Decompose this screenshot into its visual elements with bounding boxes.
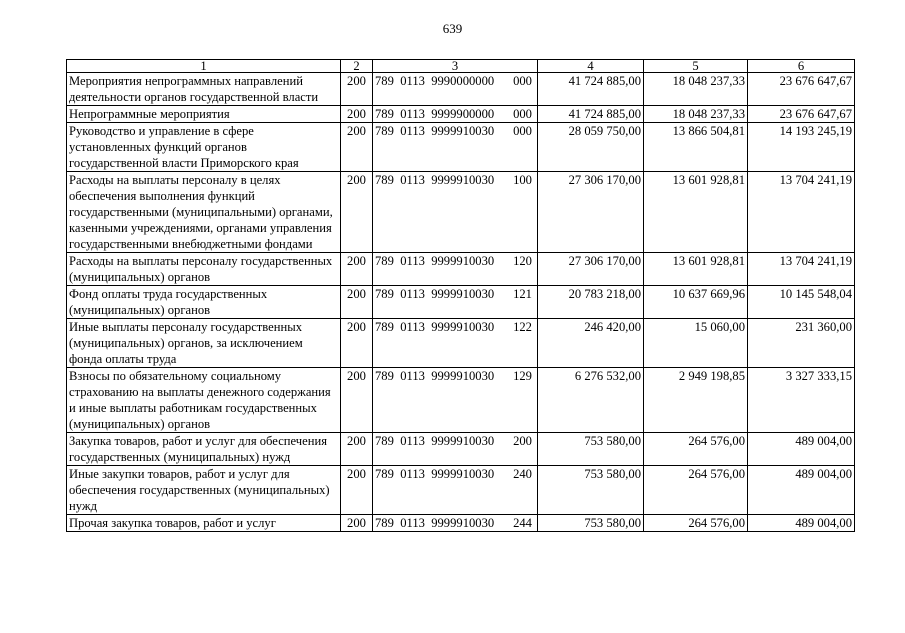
table-row [67, 515, 855, 532]
budget-table-body [67, 60, 855, 532]
row-admin-cell: 200 [341, 106, 373, 123]
table-row [67, 253, 855, 286]
header-cell-2: 2 [341, 60, 373, 73]
row-admin-cell: 200 [341, 368, 373, 433]
row-amount-plan-cell: 753 580,00 [538, 515, 644, 532]
row-amount-executed-cell: 15 060,00 [644, 319, 748, 368]
row-amount-executed-cell: 2 949 198,85 [644, 368, 748, 433]
row-code-cell: 789 0113 9999910030 100 [373, 172, 538, 253]
row-amount-remaining-cell: 23 676 647,67 [748, 73, 855, 106]
row-amount-remaining-cell: 489 004,00 [748, 515, 855, 532]
row-admin-cell: 200 [341, 123, 373, 172]
page-number: 639 [442, 21, 463, 36]
row-amount-executed-cell: 18 048 237,33 [644, 73, 748, 106]
row-amount-plan-cell: 27 306 170,00 [538, 253, 644, 286]
row-name-cell: Иные закупки товаров, работ и услуг для обеспечения государственных (муниципальных) нужд [67, 466, 341, 515]
header-cell-4: 4 [538, 60, 644, 73]
table-row [67, 319, 855, 368]
row-code-cell: 789 0113 9999910030 121 [373, 286, 538, 319]
header-cell-5: 5 [644, 60, 748, 73]
row-name-cell: Фонд оплаты труда государственных (муниципальных) органов [67, 286, 341, 319]
row-admin-cell: 200 [341, 286, 373, 319]
row-code-cell: 789 0113 9999910030 120 [373, 253, 538, 286]
row-amount-executed-cell: 18 048 237,33 [644, 106, 748, 123]
row-amount-remaining-cell: 13 704 241,19 [748, 172, 855, 253]
row-amount-executed-cell: 264 576,00 [644, 433, 748, 466]
row-amount-executed-cell: 13 601 928,81 [644, 253, 748, 286]
row-admin-cell: 200 [341, 319, 373, 368]
row-amount-remaining-cell: 231 360,00 [748, 319, 855, 368]
row-amount-executed-cell: 13 866 504,81 [644, 123, 748, 172]
row-amount-plan-cell: 41 724 885,00 [538, 106, 644, 123]
row-amount-executed-cell: 264 576,00 [644, 515, 748, 532]
row-amount-plan-cell: 753 580,00 [538, 433, 644, 466]
row-amount-remaining-cell: 14 193 245,19 [748, 123, 855, 172]
table-row [67, 433, 855, 466]
row-code-cell: 789 0113 9999910030 122 [373, 319, 538, 368]
row-code-cell: 789 0113 9999910030 200 [373, 433, 538, 466]
row-name-cell: Руководство и управление в сфере установленных функций органов государственной власти Приморского края [67, 123, 341, 172]
row-amount-executed-cell: 264 576,00 [644, 466, 748, 515]
row-amount-plan-cell: 6 276 532,00 [538, 368, 644, 433]
header-cell-6: 6 [748, 60, 855, 73]
row-name-cell: Иные выплаты персоналу государственных (муниципальных) органов, за исключением фонда оплаты труда [67, 319, 341, 368]
row-name-cell: Прочая закупка товаров, работ и услуг [67, 515, 341, 532]
header-cell-1: 1 [67, 60, 341, 73]
row-amount-plan-cell: 753 580,00 [538, 466, 644, 515]
row-admin-cell: 200 [341, 73, 373, 106]
row-name-cell: Взносы по обязательному социальному страхованию на выплаты денежного содержания и иные выплаты работникам государственных (муниципальных) органов [67, 368, 341, 433]
table-row [67, 172, 855, 253]
row-amount-plan-cell: 27 306 170,00 [538, 172, 644, 253]
row-code-cell: 789 0113 9990000000 000 [373, 73, 538, 106]
row-amount-remaining-cell: 489 004,00 [748, 466, 855, 515]
header-cell-3: 3 [373, 60, 538, 73]
table-row [67, 73, 855, 106]
row-code-cell: 789 0113 9999910030 000 [373, 123, 538, 172]
row-amount-remaining-cell: 3 327 333,15 [748, 368, 855, 433]
row-amount-plan-cell: 41 724 885,00 [538, 73, 644, 106]
row-amount-remaining-cell: 489 004,00 [748, 433, 855, 466]
row-name-cell: Расходы на выплаты персоналу государственных (муниципальных) органов [67, 253, 341, 286]
row-name-cell: Закупка товаров, работ и услуг для обеспечения государственных (муниципальных) нужд [67, 433, 341, 466]
row-code-cell: 789 0113 9999910030 240 [373, 466, 538, 515]
row-admin-cell: 200 [341, 466, 373, 515]
table-row [67, 466, 855, 515]
row-name-cell: Расходы на выплаты персоналу в целях обеспечения выполнения функций государственными (муниципальными) органами, казенными учреждениями, органами управления государственными внебюджетными фондами [67, 172, 341, 253]
table-row [67, 123, 855, 172]
row-admin-cell: 200 [341, 433, 373, 466]
row-admin-cell: 200 [341, 253, 373, 286]
row-amount-remaining-cell: 13 704 241,19 [748, 253, 855, 286]
row-amount-executed-cell: 13 601 928,81 [644, 172, 748, 253]
row-admin-cell: 200 [341, 515, 373, 532]
table-row [67, 106, 855, 123]
budget-table [66, 59, 855, 532]
row-code-cell: 789 0113 9999910030 129 [373, 368, 538, 433]
row-amount-plan-cell: 20 783 218,00 [538, 286, 644, 319]
row-name-cell: Мероприятия непрограммных направлений деятельности органов государственной власти [67, 73, 341, 106]
row-admin-cell: 200 [341, 172, 373, 253]
row-amount-executed-cell: 10 637 669,96 [644, 286, 748, 319]
header-row [67, 60, 855, 73]
table-row [67, 286, 855, 319]
row-code-cell: 789 0113 9999900000 000 [373, 106, 538, 123]
row-amount-plan-cell: 28 059 750,00 [538, 123, 644, 172]
table-row [67, 368, 855, 433]
row-name-cell: Непрограммные мероприятия [67, 106, 341, 123]
row-amount-remaining-cell: 23 676 647,67 [748, 106, 855, 123]
row-code-cell: 789 0113 9999910030 244 [373, 515, 538, 532]
row-amount-remaining-cell: 10 145 548,04 [748, 286, 855, 319]
row-amount-plan-cell: 246 420,00 [538, 319, 644, 368]
